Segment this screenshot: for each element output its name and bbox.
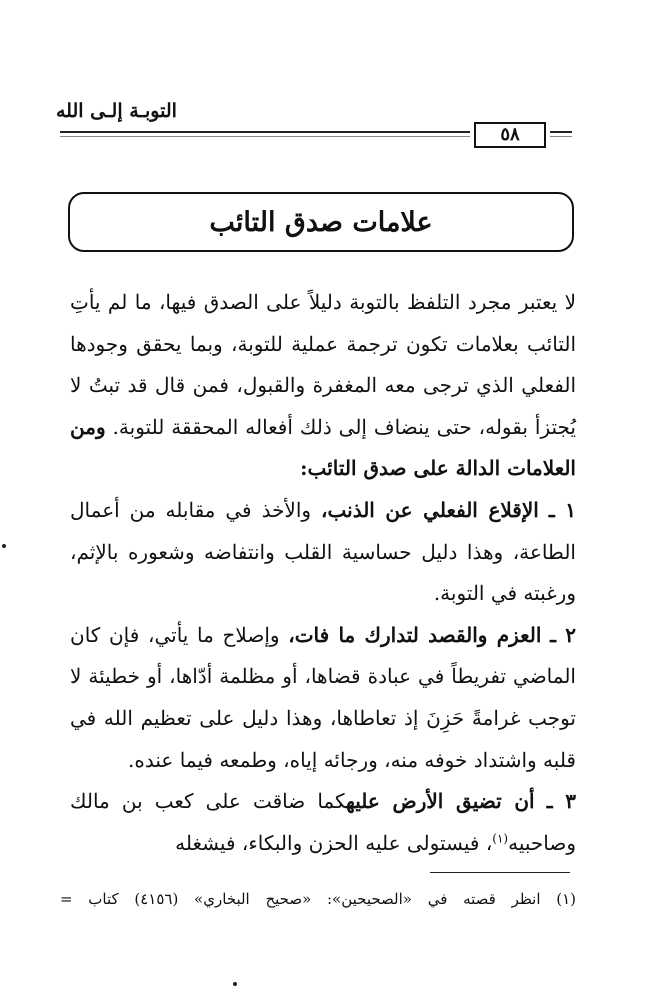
footnote: (١) انظر قصته في «الصحيحين»: «صحيح البخاري» (٤١٥٦) كتاب = <box>60 890 576 908</box>
intro-lead: ومن العلامات الدالة على صدق التائب: <box>70 414 576 481</box>
footnote-rule <box>430 872 570 873</box>
item-number: ٣ ـ <box>546 789 576 814</box>
item-body: والأخذ في مقابله من أعمال الطاعة، وهذا دليل حساسية القلب وانتفاضه وشعوره بالإثم، ورغبته في التوبة. <box>70 497 576 606</box>
intro-text: لا يعتبر مجرد التلفظ بالتوبة دليلاً على الصدق فيها، ما لم يأتِ التائب بعلامات تكون ترجمة عملية للتوبة، وبما يحقق وجودها الفعلي الذي ترجى معه المغفرة والقبول، فمن قال قد تبتُ لا يُجتزأ بقوله، حتى ينضاف إلى ذلك أفعاله المحققة للتوبة. <box>70 290 576 439</box>
item-head: العزم والقصد لتدارك ما فات، <box>288 622 542 647</box>
intro-paragraph <box>70 282 576 490</box>
item-number: ١ ـ <box>548 497 577 522</box>
list-item <box>70 490 576 615</box>
item-head: أن تضيق الأرض عليه <box>346 789 535 814</box>
item-body: وإصلاح ما يأتي، فإن كان الماضي تفريطاً في عبادة قضاها، أو مظلمة أدّاها، أو خطيئة لا توجب غرامةً حَزِنَ إذ تعاطاها، وهذا دليل على تعظيم الله في قلبه واشتداد خوفه منه، ورجائه إياه، وطمعه فيما عنده. <box>70 622 576 772</box>
scan-speck <box>233 982 237 986</box>
section-title: علامات صدق التائب <box>209 206 433 238</box>
running-title: التوبـة إلـى الله <box>56 100 177 122</box>
item-body-continued: ، فيستولى عليه الحزن والبكاء، فيشغله <box>175 830 493 855</box>
item-head: الإقلاع الفعلي عن الذنب، <box>321 497 539 522</box>
header-rule-right <box>550 131 572 137</box>
item-body: كما ضاقت على كعب بن مالك وصاحبيه <box>70 789 576 855</box>
header-rule <box>60 131 470 137</box>
body-text <box>70 282 576 864</box>
page-number: ٥٨ <box>474 122 546 148</box>
scan-speck <box>2 544 6 548</box>
section-title-box <box>68 192 574 252</box>
list-item <box>70 615 576 781</box>
item-number: ٢ ـ <box>550 622 577 647</box>
list-item <box>70 781 576 864</box>
footnote-reference[interactable]: (١) <box>492 831 509 846</box>
